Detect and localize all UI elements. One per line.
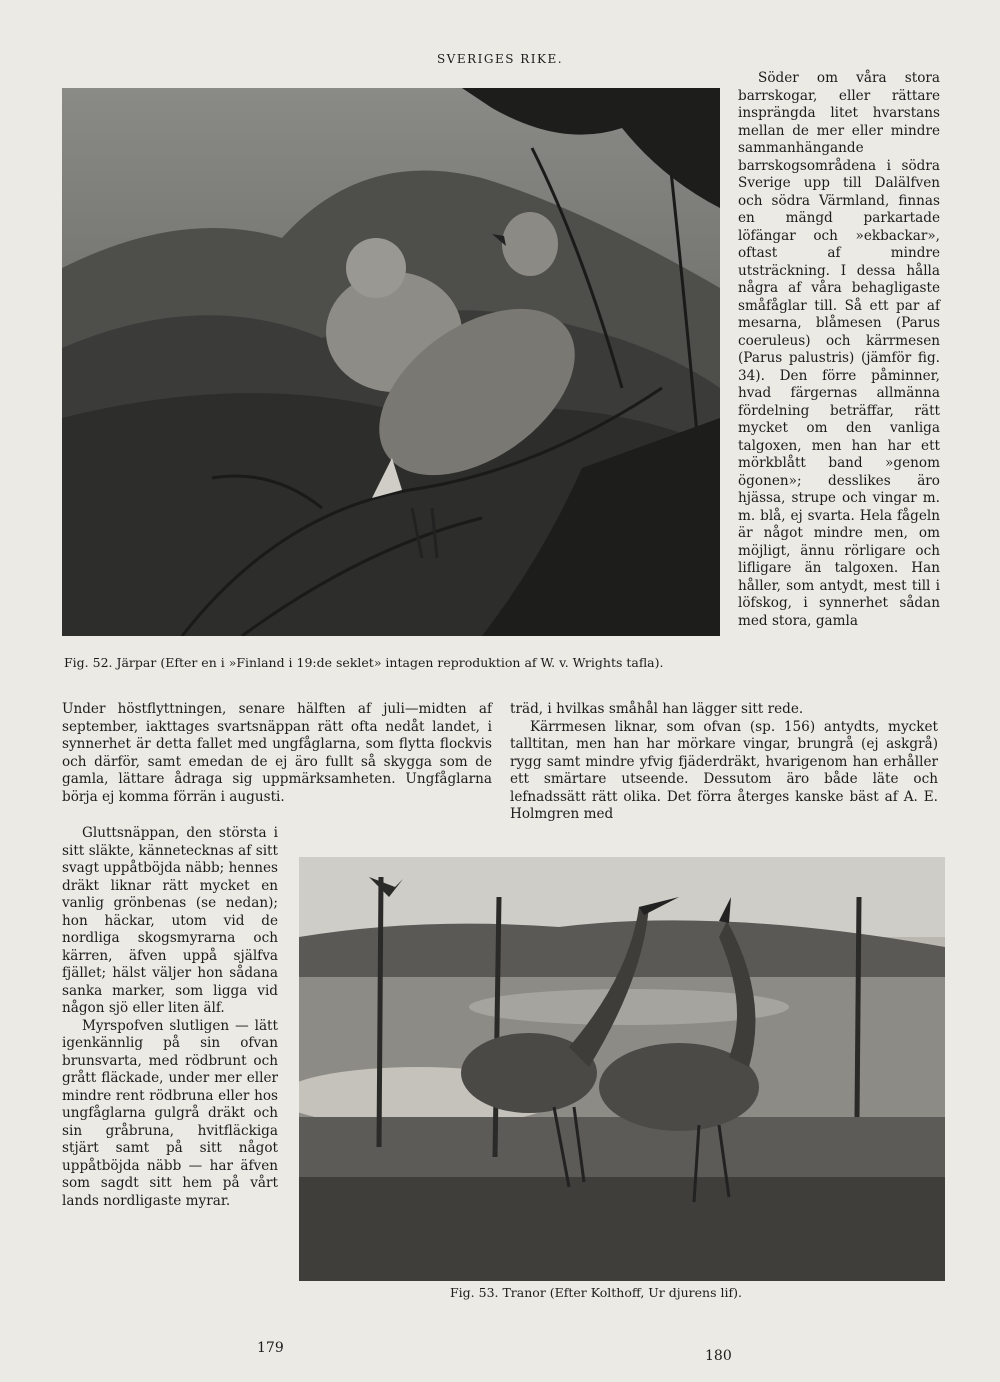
page-number-right: 180 xyxy=(705,1348,732,1364)
paragraph-bar-tailed-godwit: Myrspofven slutligen — lätt igenkännlig på sin ofvan brunsvarta, med rödbrunt och grått fläckade, under mer eller mindre rent rödbruna eller hos ungfåglarna gulgrå dräkt och sin gråbruna, hvitfläckiga stjärt samt på sitt något uppåtböjda näbb — har äfven som sagdt sitt hem på vårt lands nordligaste myrar. xyxy=(62,1017,278,1209)
left-column-narrow-text xyxy=(62,825,278,1210)
figure-52-caption: Fig. 52. Järpar (Efter en i »Finland i 19:de seklet» intagen reproduktion af W. v. Wrights tafla). xyxy=(64,655,664,670)
right-column-bottom-text xyxy=(510,701,938,824)
figure-53-cranes-illustration xyxy=(299,857,945,1281)
running-header: SVERIGES RIKE. xyxy=(436,52,564,66)
paragraph-greenshank: Gluttsnäppan, den största i sitt släkte, kännetecknas af sitt svagt uppåtböjda näbb; hennes dräkt liknar rätt mycket en vanlig grönbenas (se nedan); hon häckar, utom vid de nordliga skogsmyrarna och kärren, äfven uppå själfva fjället; hälst väljer hon sådana sanka marker, som ligga vid någon sjö eller liten älf. xyxy=(62,825,278,1016)
paragraph-migration: Under höstflyttningen, senare hälften af juli—midten af september, iakttages svartsnäppan rätt ofta nedåt landet, i synnerhet är detta fallet med ungfåglarna, som flytta flockvis och därför, samt emedan de ej äro fullt så skygga som de gamla, lättare ådraga sig uppmärksamheten. Ungfåglarna börja ej komma förrän i augusti. xyxy=(62,701,492,805)
paragraph-blue-tit: Söder om våra stora barrskogar, eller rättare insprängda litet hvarstans mellan de mer eller mindre sammanhängande barrskogsområdena i södra Sverige upp till Dalälfven och södra Värmland, finnas en mängd parkartade löfängar och »ekbackar», oftast af mindre utsträckning. I dessa hålla några af våra behagligaste småfåglar till. Så ett par af mesarna, blåmesen (Parus coeruleus) och kärrmesen (Parus palustris) (jämför fig. 34). Den förre påminner, hvad färgernas allmänna fördelning beträffar, rätt mycket om den vanliga talgoxen, men han har ett mörkblått band »genom ögonen»; desslikes äro hjässa, strupe och vingar m. m. blå, ej svarta. Hela fågeln är något mindre men, om möjligt, ännu rörligare och lifligare än talgoxen. Han håller, som antydt, mest till i löfskog, i synnerhet sådan med stora, gamla xyxy=(738,70,940,629)
paragraph-continuation: träd, i hvilkas småhål han lägger sitt rede. xyxy=(510,701,804,717)
left-column-top-text xyxy=(62,701,492,806)
page-number-left: 179 xyxy=(257,1340,284,1356)
hazel-grouse-picture xyxy=(62,88,720,636)
figure-53-caption: Fig. 53. Tranor (Efter Kolthoff, Ur djurens lif). xyxy=(450,1285,742,1300)
cranes-picture xyxy=(299,857,945,1281)
right-column-top-text xyxy=(738,70,940,630)
paragraph-marsh-tit: Kärrmesen liknar, som ofvan (sp. 156) antydts, mycket talltitan, men han har mörkare vingar, brungrå (ej askgrå) rygg samt mindre yfvig fjäderdräkt, hvarigenom han erhåller ett smärtare utseende. Dessutom äro både läte och lefnadssätt rätt olika. Det förra återges kanske bäst af A. E. Holmgren med xyxy=(510,718,938,822)
figure-52-hazel-grouse-illustration xyxy=(62,88,720,636)
